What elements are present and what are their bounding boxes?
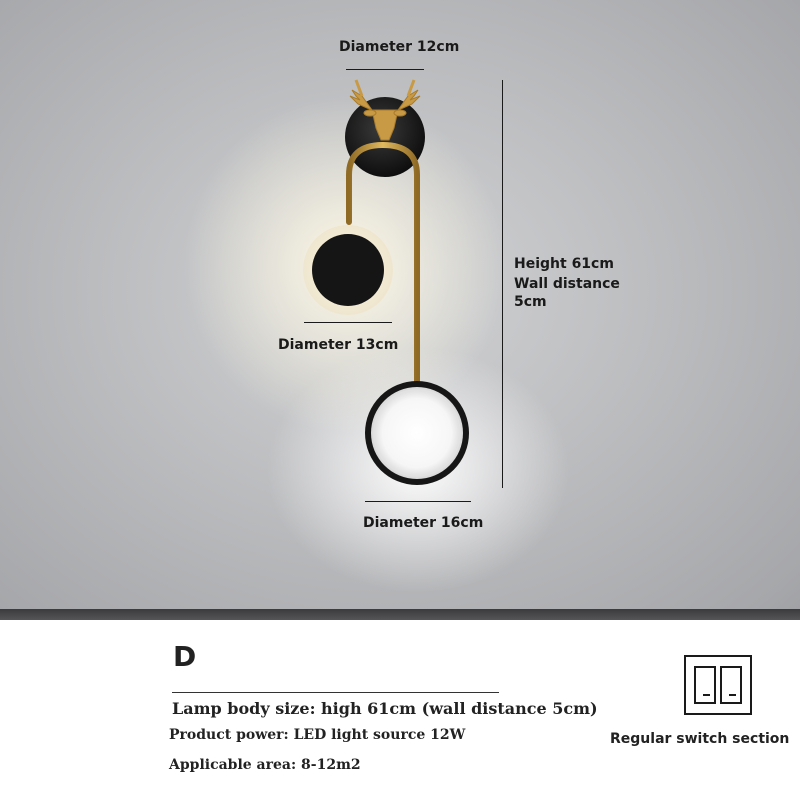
height-label: Height 61cm <box>514 256 614 272</box>
middle-diameter-label: Diameter 13cm <box>278 337 399 353</box>
wall-distance-label: Wall distance <box>514 276 620 292</box>
switch-key-right <box>720 666 742 704</box>
bottom-diameter-label: Diameter 16cm <box>363 515 484 531</box>
wall-distance-value: 5cm <box>514 294 547 310</box>
top-diameter-line <box>346 69 424 70</box>
spec-divider-line <box>172 692 499 693</box>
height-line <box>502 80 503 488</box>
bottom-diameter-line <box>365 501 471 502</box>
light-switch-icon <box>684 655 752 715</box>
lamp-size-text: Lamp body size: high 61cm (wall distance 5cm) <box>172 699 598 718</box>
bottom-light <box>365 381 469 485</box>
model-letter: D <box>173 640 197 673</box>
divider-band <box>0 609 800 620</box>
middle-light <box>303 225 393 315</box>
top-diameter-label: Diameter 12cm <box>339 39 460 55</box>
switch-label: Regular switch section <box>610 731 790 747</box>
middle-diameter-line <box>304 322 392 323</box>
switch-key-left <box>694 666 716 704</box>
area-text: Applicable area: 8-12m2 <box>169 757 361 773</box>
power-text: Product power: LED light source 12W <box>169 727 466 743</box>
